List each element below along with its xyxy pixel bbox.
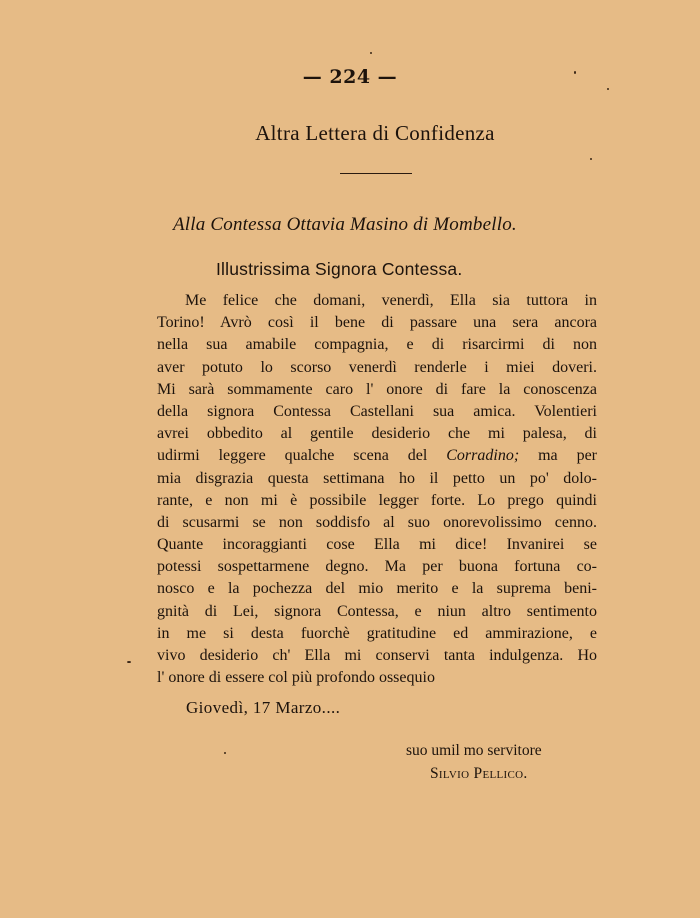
body-line: vivo desiderio ch' Ella mi conservi tanta indulgenza. Ho — [157, 647, 597, 664]
body-line: mia disgrazia questa settimana ho il petto un po' dolo- — [157, 469, 597, 487]
title-divider — [340, 173, 412, 174]
print-speck — [574, 71, 576, 74]
body-line: rante, e non mi è possibile legger forte. Lo prego quindi — [157, 491, 597, 509]
body-line: aver potuto lo scorso venerdì renderle i miei doveri. — [157, 358, 597, 376]
body-line: in me si desta fuorchè gratitudine ed ammirazione, e — [157, 624, 597, 642]
print-speck — [590, 158, 592, 160]
body-line: l' onore di essere col più profondo ossequio — [157, 669, 435, 687]
body-line: Me felice che domani, venerdì, Ella sia tuttora in — [185, 292, 597, 309]
body-line-end: ma per — [538, 447, 598, 465]
body-line: Quante incoraggianti cose Ella mi dice! Invanirei se — [157, 536, 597, 554]
addressee: Alla Contessa Ottavia Masino di Mombello. — [173, 214, 517, 235]
body-line-mixed — [157, 445, 597, 467]
letter-body — [157, 290, 597, 689]
body-line: nosco e la pochezza del mio merito e la suprema beni- — [157, 580, 597, 598]
work-title-italic: Corradino; — [446, 447, 520, 465]
print-speck — [127, 661, 131, 663]
print-speck — [607, 88, 609, 90]
body-line: nella sua amabile compagnia, e di risarcirmi di non — [157, 336, 597, 354]
letter-title: Altra Lettera di Confidenza — [255, 121, 495, 145]
closing-formula: suo umil mo servitore — [406, 742, 542, 759]
body-line: avrei obbedito al gentile desiderio che mi palesa, di — [157, 425, 597, 443]
body-line: della signora Contessa Castellani sua amica. Volentieri — [157, 402, 597, 420]
body-line: potessi sospettarmene degno. Ma per buona fortuna co- — [157, 558, 597, 576]
signature: Silvio Pellico. — [430, 765, 528, 782]
print-speck — [370, 52, 372, 54]
page-number: — 224 — — [302, 66, 398, 88]
body-line: di scusarmi se non soddisfo al suo onorevolissimo cenno. — [157, 513, 597, 531]
letter-date: Giovedì, 17 Marzo.... — [186, 698, 341, 717]
body-line: gnità di Lei, signora Contessa, e niun altro sentimento — [157, 602, 597, 620]
body-line: Torino! Avrò così il bene di passare una sera ancora — [157, 314, 597, 332]
salutation: Illustrissima Signora Contessa. — [216, 259, 463, 279]
body-line-start: udirmi leggere qualche scena del — [157, 447, 428, 465]
print-speck — [224, 752, 226, 754]
body-line: Mi sarà sommamente caro l' onore di fare la conoscenza — [157, 380, 597, 398]
